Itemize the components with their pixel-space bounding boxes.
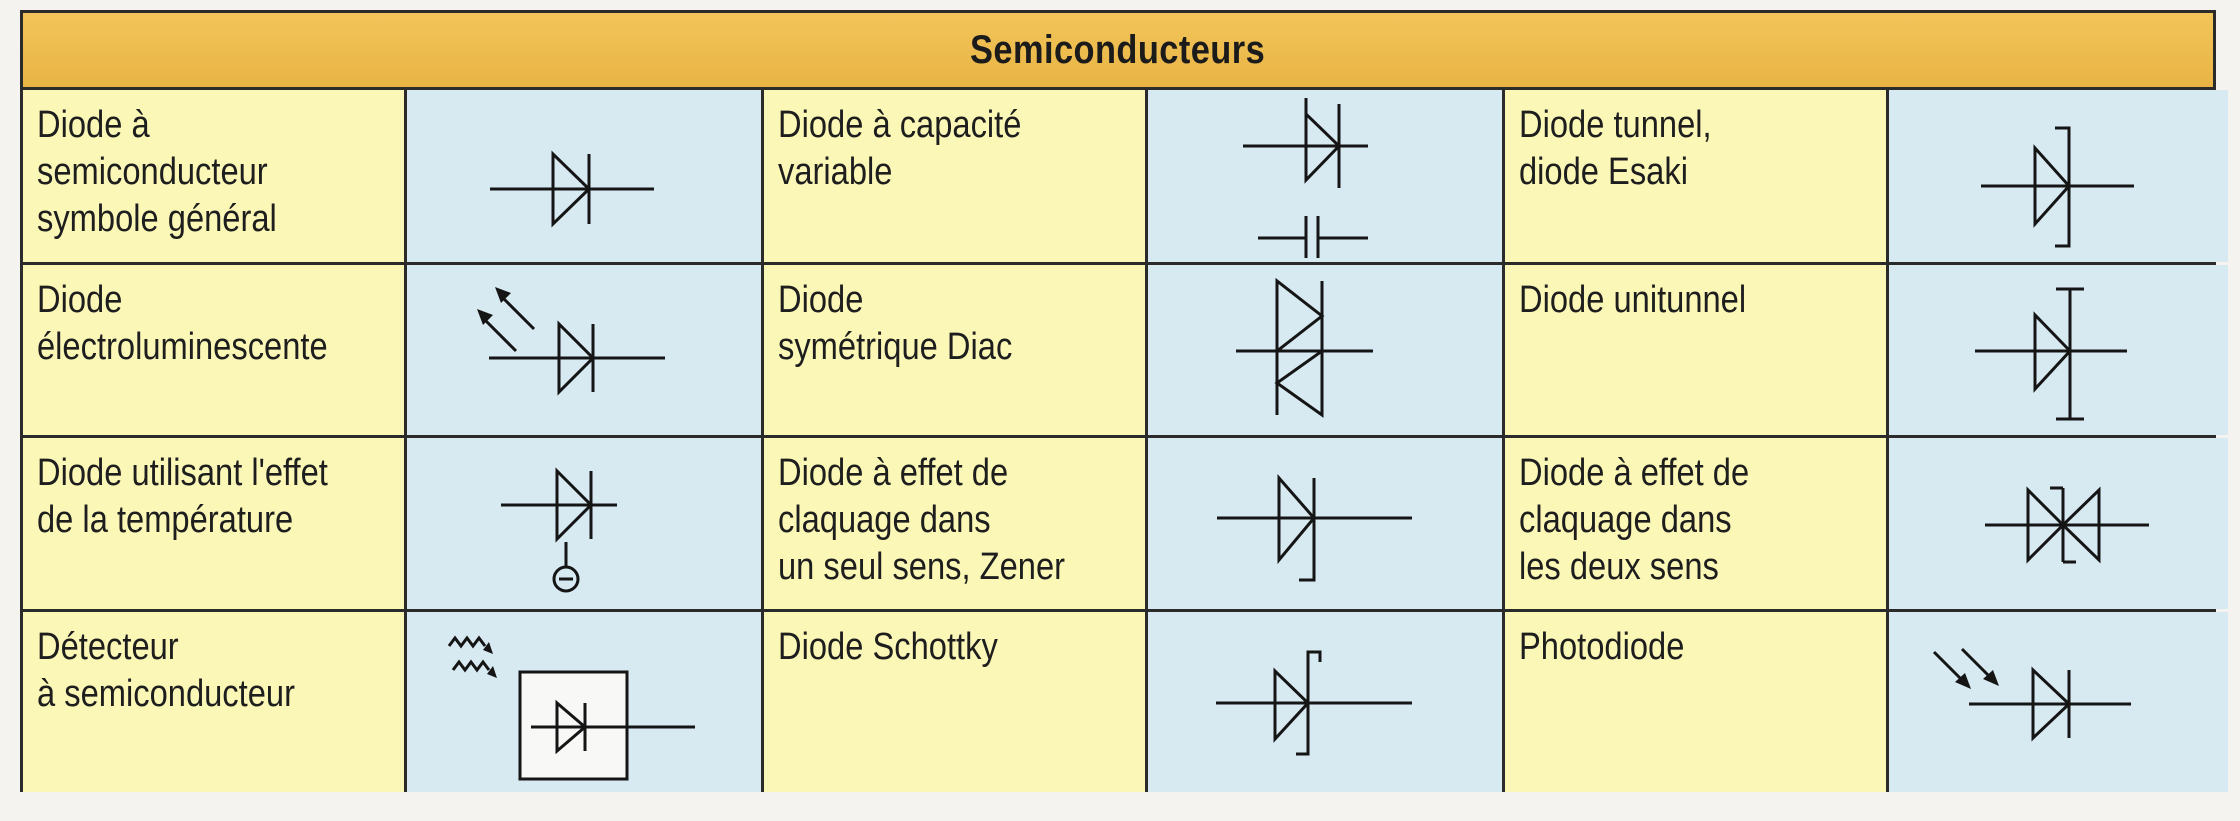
varicap-diode-icon — [1148, 90, 1502, 262]
diode-general-icon — [407, 90, 761, 262]
symbol-grid — [23, 90, 2228, 792]
zener-diode-icon — [1148, 438, 1502, 609]
semiconductor-detector-icon — [407, 612, 761, 792]
table-header — [23, 13, 2213, 90]
table-title: Semiconducteurs — [970, 27, 1266, 72]
cell-label-zener: Diode à effet de claquage dans un seul sens, Zener — [764, 438, 1145, 609]
schottky-diode-icon — [1148, 612, 1502, 792]
cell-label-diac: Diode symétrique Diac — [764, 265, 1145, 435]
led-icon — [407, 265, 761, 435]
photodiode-icon — [1889, 612, 2228, 792]
cell-label-bidirectional: Diode à effet de claquage dans les deux sens — [1505, 438, 1886, 609]
cell-label-schottky: Diode Schottky — [764, 612, 1145, 792]
cell-label-detector: Détecteur à semiconducteur — [23, 612, 404, 792]
unitunnel-diode-icon — [1889, 265, 2228, 435]
cell-label-photodiode: Photodiode — [1505, 612, 1886, 792]
cell-label-thermal: Diode utilisant l'effet de la température — [23, 438, 404, 609]
cell-label-led: Diode électroluminescente — [23, 265, 404, 435]
cell-label-diode-general: Diode à semiconducteur symbole général — [23, 90, 404, 262]
bidirectional-breakdown-diode-icon — [1889, 438, 2228, 609]
thermal-diode-icon — [407, 438, 761, 609]
diac-icon — [1148, 265, 1502, 435]
cell-label-tunnel: Diode tunnel, diode Esaki — [1505, 90, 1886, 262]
cell-label-varicap: Diode à capacité variable — [764, 90, 1145, 262]
cell-label-unitunnel: Diode unitunnel — [1505, 265, 1886, 435]
semiconductor-symbol-table — [20, 10, 2216, 792]
tunnel-diode-icon — [1889, 90, 2228, 262]
